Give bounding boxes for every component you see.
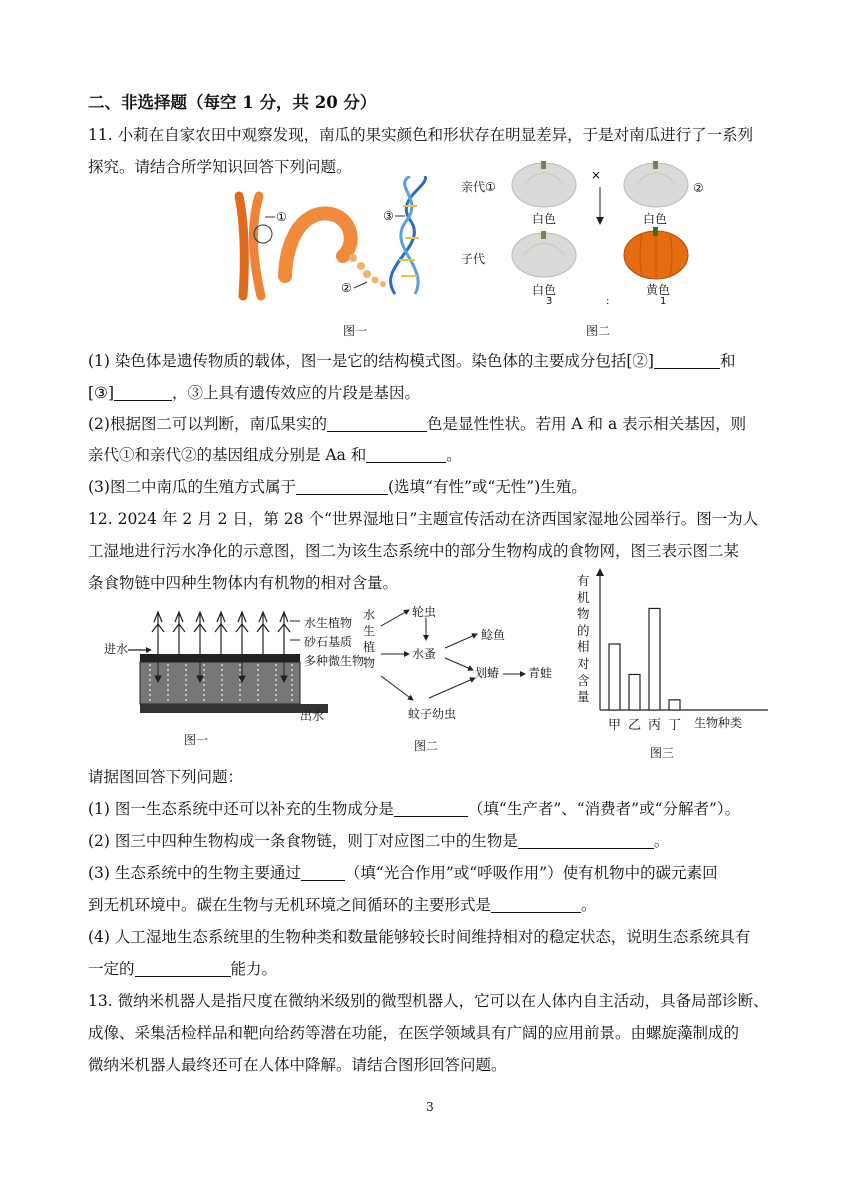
fig2-parent-label: 亲代① (461, 180, 496, 194)
fig1-label-2: ② (341, 281, 352, 295)
fig2-white-label-2: 白色 (643, 212, 668, 226)
q13-line1: 13. 微纳米机器人是指尺度在微纳米级别的微型机器人，它可以在人体内自主活动，具备局部诊断、 (88, 992, 769, 1010)
white-pumpkin-icon (624, 161, 688, 207)
wetland-outflow-label: 出水 (300, 709, 325, 723)
q11-intro-line2: 探究。请结合所学知识回答下列问题。 (88, 158, 352, 176)
q11-part2-text-b: 色是显性性状。若用 A 和 a 表示相关基因，则 (426, 415, 747, 433)
answer-blank[interactable] (366, 446, 446, 463)
foodweb-node-aquatic-plant: 水生植物 (363, 608, 376, 670)
fig2-cross-symbol: × (590, 168, 602, 182)
q12-intro-line2: 工湿地进行污水净化的示意图，图二为该生态系统中的部分生物构成的食物网，图三表示图二某 (88, 542, 740, 560)
q12-figure3-bar-chart (594, 566, 774, 716)
q12-part3-text-a: (3) 生态系统中的生物主要通过 (88, 864, 301, 882)
chromosome-icon (239, 196, 272, 296)
q12-part4-line1: (4) 人工湿地生态系统里的生物种类和数量能够较长时间维持相对的稳定状态，说明生态系统具有 (88, 928, 751, 946)
answer-blank[interactable] (296, 478, 388, 495)
fig2-yellow-label: 黄色 (646, 283, 671, 297)
white-pumpkin-icon (512, 231, 576, 277)
fig2-white-label-3: 白色 (532, 283, 557, 297)
foodweb-node-water-boatman: 划蝽 (475, 666, 500, 680)
q11-part2-line2 (88, 444, 462, 466)
bar-category-label-1: 乙 (628, 718, 642, 733)
q12-part3-line1 (88, 862, 718, 884)
answer-blank[interactable] (301, 864, 345, 881)
q11-part2-text-a: (2)根据图二可以判断，南瓜果实的 (88, 415, 327, 433)
fig2-ratio-colon: : (606, 296, 610, 307)
q12-part4-text-b: 一定的 (88, 960, 135, 978)
q12-part2-text-b: 。 (653, 832, 670, 850)
q12-part2-text-a: (2) 图三中四种生物构成一条食物链，则丁对应图二中的生物是 (88, 832, 518, 850)
q11-part2-text-d: 。 (446, 446, 462, 464)
foodweb-node-daphnia: 水蚤 (412, 647, 437, 661)
aquatic-plant-icons (152, 612, 290, 654)
wetland-inflow-label: 进水 (104, 642, 129, 656)
q12-intro-line1: 12. 2024 年 2 月 2 日，第 28 个“世界湿地日”主题宣传活动在济西国家湿地公园举行。图一为人 (88, 510, 759, 528)
q12-part3-text-c: 到无机环境中。碳在生物与无机环境之间循环的主要形式是 (88, 896, 492, 914)
answer-blank[interactable] (394, 800, 468, 817)
y-axis-arrow (596, 568, 604, 576)
answer-blank[interactable] (654, 352, 720, 369)
q11-part1-line1 (88, 350, 736, 372)
white-pumpkin-icon (512, 161, 576, 207)
q11-part2-line1 (88, 413, 746, 435)
foodweb-node-catfish: 鲶鱼 (481, 628, 506, 642)
q11-part3-text-b: (选填“有性”或“无性”)生殖。 (387, 478, 587, 496)
fig2-ratio-3: 3 (546, 296, 553, 307)
page-number: 3 (426, 1100, 434, 1114)
fig1-label-3: ③ (383, 209, 394, 223)
q12-instruction: 请据图回答下列问题： (88, 768, 244, 786)
fig2-offspring-label: 子代 (461, 252, 486, 266)
fig3-xlabel: 生物种类 (694, 716, 743, 730)
q12-part3-text-b: （填“光合作用”或“呼吸作用”）使有机物中的碳元素回 (344, 864, 718, 882)
q12-part4-line2 (88, 958, 277, 980)
q12-part3-line2 (88, 894, 597, 916)
q11-part3-text-a: (3)图二中南瓜的生殖方式属于 (88, 478, 296, 496)
answer-blank[interactable] (518, 832, 654, 849)
yellow-pumpkin-icon (624, 227, 688, 279)
q11-figure1-chromosome-diagram (225, 176, 455, 306)
q11-fig2-caption: 图二 (586, 324, 611, 338)
wetland-plant-label: 水生植物 (304, 616, 353, 630)
answer-blank[interactable] (491, 896, 581, 913)
section-title: 二、非选择题（每空 1 分，共 20 分） (88, 93, 377, 112)
bar-category-label-3: 丁 (668, 718, 682, 733)
answer-blank[interactable] (327, 415, 427, 432)
q12-part1-text-b: （填“生产者”、“消费者”或“分解者”）。 (467, 800, 741, 818)
q11-part3-line (88, 476, 587, 498)
bar-0 (609, 644, 620, 710)
q11-part1-line2 (88, 382, 420, 404)
dna-helix-icon (391, 176, 426, 294)
q11-part1-text-b: 和 (719, 352, 736, 370)
bar-1 (629, 674, 640, 710)
wetland-gravel-label: 砂石基质 (304, 635, 353, 649)
fig2-ratio-1: 1 (660, 296, 667, 307)
bar-2 (649, 608, 660, 710)
fig2-white-label-1: 白色 (532, 212, 557, 226)
q11-part1-text-d: ，③上具有遗传效应的片段是基因。 (172, 384, 421, 402)
answer-blank[interactable] (114, 384, 172, 401)
q11-part1-text-c: [③] (88, 384, 114, 402)
fig2-parent2-label: ② (693, 181, 704, 195)
q12-part1-line (88, 798, 740, 820)
q12-part4-text-c: 能力。 (230, 960, 278, 978)
foodweb-node-rotifer: 轮虫 (412, 605, 437, 619)
q11-part1-text-a: (1) 染色体是遗传物质的载体，图一是它的结构模式图。染色体的主要成分包括[②] (88, 352, 654, 370)
bar-category-label-0: 甲 (608, 718, 622, 733)
chromatin-fiber-icon (285, 214, 386, 288)
foodweb-arrows (355, 596, 565, 726)
wetland-microbe-label: 多种微生物 (304, 654, 365, 668)
q11-fig1-caption: 图一 (343, 324, 368, 338)
q12-part1-text-a: (1) 图一生态系统中还可以补充的生物成分是 (88, 800, 394, 818)
fig1-label-1: ① (276, 210, 287, 224)
answer-blank[interactable] (135, 960, 231, 977)
foodweb-node-mosquito-larva: 蚊子幼虫 (408, 707, 457, 721)
fig3-ylabel: 有机物的相对含量 (577, 573, 590, 705)
bar-category-label-2: 丙 (648, 718, 662, 733)
q11-part2-text-c: 亲代①和亲代②的基因组成分别是 Aa 和 (88, 446, 367, 464)
bar-3 (669, 700, 680, 710)
q12-fig1-caption: 图一 (184, 733, 209, 747)
q12-part3-text-d: 。 (581, 896, 597, 914)
q13-line2: 成像、采集活检样品和靶向给药等潜在功能，在医学领域具有广阔的应用前景。由螺旋藻制成的 (88, 1024, 740, 1042)
q12-fig2-caption: 图二 (414, 739, 439, 753)
q12-intro-line3: 条食物链中四种生物体内有机物的相对含量。 (88, 574, 399, 592)
q11-intro-line1: 11. 小莉在自家农田中观察发现，南瓜的果实颜色和形状存在明显差异，于是对南瓜进行了一系列 (88, 126, 754, 144)
q12-part2-line (88, 830, 669, 852)
q13-line3: 微纳米机器人最终还可在人体中降解。请结合图形回答问题。 (88, 1056, 507, 1074)
q12-fig3-caption: 图三 (650, 746, 675, 760)
foodweb-node-frog: 青蛙 (528, 666, 553, 680)
